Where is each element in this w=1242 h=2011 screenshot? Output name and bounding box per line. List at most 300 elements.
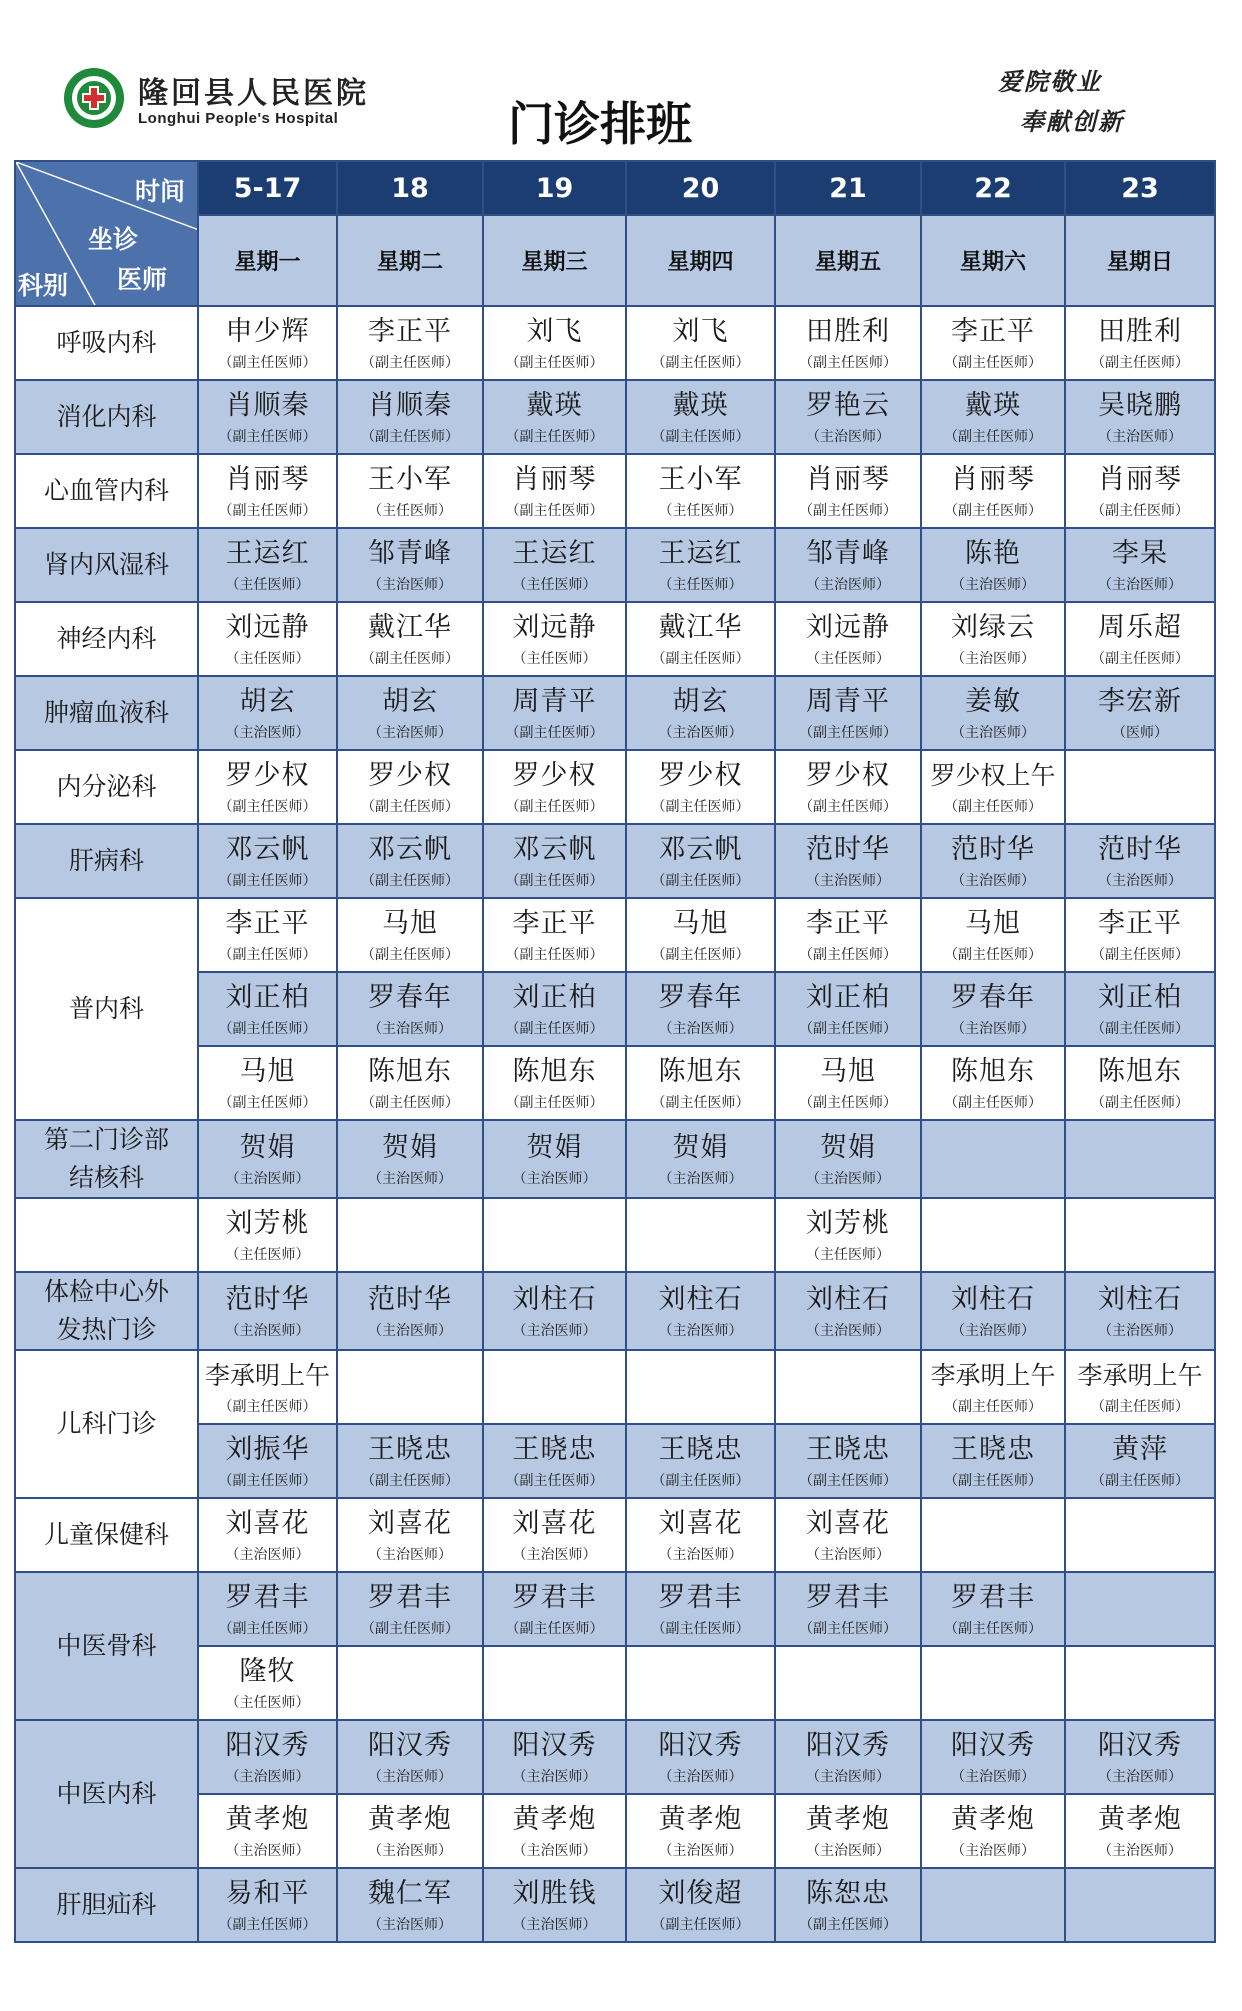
doctor-cell: [337, 972, 483, 1046]
doctor-name: 刘振华: [225, 1434, 310, 1465]
table-row: [15, 1272, 1215, 1350]
doctor-title: （副主任医师）: [651, 873, 750, 889]
doctor-cell: [198, 1794, 337, 1868]
doctor-cell: [198, 1198, 337, 1272]
doctor-cell: [626, 306, 775, 380]
doctor-cell: [483, 1498, 626, 1572]
doctor-cell: [1065, 454, 1215, 528]
doctor-cell: [337, 1350, 483, 1424]
doctor-name: 罗君丰: [806, 1582, 890, 1613]
doctor-cell: [775, 1424, 921, 1498]
doctor-cell: [1065, 380, 1215, 454]
table-row: [15, 1868, 1215, 1942]
doctor-name: 邓云帆: [512, 834, 597, 865]
doctor-name: 戴江华: [658, 612, 743, 643]
doctor-cell: [626, 602, 775, 676]
doctor-cell: [483, 1720, 626, 1794]
doctor-title: （副主任医师）: [651, 1473, 750, 1489]
doctor-title: （主治医师）: [806, 429, 890, 445]
doctor-title: （主治医师）: [658, 1323, 743, 1339]
hospital-name-cn: 隆回县人民医院: [138, 76, 369, 111]
doctor-cell: [775, 528, 921, 602]
doctor-name: 范时华: [368, 1284, 452, 1315]
doctor-cell: [1065, 824, 1215, 898]
doctor-name: 陈旭东: [658, 1056, 743, 1087]
department-cell: [15, 528, 198, 602]
page-header: [0, 0, 1242, 160]
doctor-title: （主治医师）: [512, 1843, 597, 1859]
doctor-title: （主任医师）: [512, 651, 597, 667]
doctor-cell: [921, 1120, 1065, 1198]
doctor-title: （主治医师）: [806, 577, 890, 593]
doctor-cell: [483, 750, 626, 824]
doctor-cell: [337, 1272, 483, 1350]
doctor-cell: [1065, 1046, 1215, 1120]
doctor-name: 李宏新: [1098, 686, 1182, 717]
doctor-title: （副主任医师）: [218, 799, 317, 815]
department-name: 中医骨科: [56, 1631, 157, 1660]
doctor-name: 王运红: [512, 538, 597, 569]
table-row: [15, 1198, 1215, 1272]
doctor-name: 李承明上午: [930, 1361, 1056, 1390]
doctor-title: （副主任医师）: [944, 1095, 1042, 1111]
doctor-cell: [921, 1572, 1065, 1646]
doctor-cell: [775, 380, 921, 454]
doctor-title: （主治医师）: [1098, 1323, 1182, 1339]
doctor-title: （主任医师）: [806, 651, 890, 667]
table-row: [15, 454, 1215, 528]
doctor-name: 邓云帆: [225, 834, 310, 865]
doctor-name: 范时华: [1098, 834, 1182, 865]
doctor-title: （副主任医师）: [651, 1917, 750, 1933]
doctor-title: （副主任医师）: [361, 1095, 459, 1111]
doctor-name: 李承明上午: [204, 1361, 330, 1390]
doctor-title: （副主任医师）: [799, 725, 897, 741]
doctor-title: （副主任医师）: [361, 1621, 459, 1637]
doctor-name: 魏仁军: [368, 1878, 452, 1909]
doctor-cell: [775, 1198, 921, 1272]
doctor-title: （主治医师）: [951, 1021, 1035, 1037]
doctor-title: （副主任医师）: [1091, 947, 1189, 963]
doctor-title: （主任医师）: [658, 577, 743, 593]
doctor-title: （副主任医师）: [799, 1095, 897, 1111]
doctor-name: 陈旭东: [1098, 1056, 1182, 1087]
doctor-cell: [921, 824, 1065, 898]
doctor-name: 李正平: [806, 908, 890, 939]
doctor-cell: [921, 454, 1065, 528]
doctor-cell: [337, 898, 483, 972]
doctor-title: （主治医师）: [806, 1843, 890, 1859]
doctor-cell: [626, 1646, 775, 1720]
department-cell: [15, 1272, 198, 1350]
doctor-cell: [775, 306, 921, 380]
doctor-name: 范时华: [225, 1284, 310, 1315]
doctor-name: 李正平: [368, 316, 452, 347]
doctor-name: 胡玄: [239, 686, 296, 717]
doctor-name: 邓云帆: [368, 834, 452, 865]
doctor-cell: [921, 1794, 1065, 1868]
doctor-title: （副主任医师）: [218, 947, 317, 963]
doctor-name: 肖顺秦: [368, 390, 452, 421]
doctor-title: （副主任医师）: [505, 799, 604, 815]
doctor-cell: [483, 306, 626, 380]
doctor-name: 田胜利: [1098, 316, 1182, 347]
doctor-cell: [198, 750, 337, 824]
doctor-title: （主治医师）: [658, 1547, 743, 1563]
doctor-name: 李正平: [1098, 908, 1182, 939]
doctor-name: 范时华: [951, 834, 1035, 865]
doctor-cell: [775, 1350, 921, 1424]
doctor-title: （副主任医师）: [505, 1473, 604, 1489]
doctor-cell: [626, 1794, 775, 1868]
doctor-cell: [921, 1198, 1065, 1272]
doctor-title: （副主任医师）: [361, 355, 459, 371]
department-name: 心血管内科: [43, 476, 169, 505]
doctor-cell: [198, 676, 337, 750]
doctor-cell: [775, 1646, 921, 1720]
doctor-title: （主治医师）: [658, 1021, 743, 1037]
doctor-title: （副主任医师）: [944, 503, 1042, 519]
doctor-title: （副主任医师）: [505, 1621, 604, 1637]
doctor-name: 刘正柏: [225, 982, 310, 1013]
doctor-title: （主治医师）: [368, 1843, 452, 1859]
doctor-name: 贺娟: [239, 1132, 296, 1163]
doctor-title: （副主任医师）: [218, 503, 317, 519]
doctor-name: 阳汉秀: [225, 1730, 310, 1761]
doctor-name: 刘柱石: [1098, 1284, 1182, 1315]
doctor-cell: [337, 1794, 483, 1868]
doctor-name: 罗少权: [806, 760, 890, 791]
doctor-cell: [626, 972, 775, 1046]
doctor-title: （副主任医师）: [218, 1399, 317, 1415]
doctor-cell: [626, 898, 775, 972]
table-row: [15, 676, 1215, 750]
doctor-name: 王运红: [225, 538, 310, 569]
slogan-line-2: 奉献创新: [1020, 107, 1124, 136]
corner-label-doctor-top: 坐诊: [88, 225, 139, 254]
doctor-name: 陈艳: [965, 538, 1021, 569]
doctor-cell: [775, 1572, 921, 1646]
department-cell: [15, 380, 198, 454]
doctor-cell: [775, 1272, 921, 1350]
doctor-cell: [483, 1646, 626, 1720]
doctor-title: （副主任医师）: [218, 1473, 317, 1489]
doctor-title: （主治医师）: [951, 873, 1035, 889]
doctor-name: 刘柱石: [658, 1284, 743, 1315]
doctor-title: （主治医师）: [368, 1021, 452, 1037]
doctor-title: （副主任医师）: [218, 873, 317, 889]
weekday-header: 星期五: [775, 215, 921, 306]
department-cell: [15, 1572, 198, 1720]
doctor-name: 罗君丰: [512, 1582, 597, 1613]
doctor-cell: [921, 676, 1065, 750]
weekday-header: 星期一: [198, 215, 337, 306]
date-header: 19: [483, 161, 626, 215]
page-title: 门诊排班: [508, 97, 692, 151]
doctor-name: 刘芳桃: [225, 1208, 310, 1239]
doctor-name: 邹青峰: [806, 538, 890, 569]
doctor-cell: [1065, 602, 1215, 676]
doctor-cell: [198, 1424, 337, 1498]
doctor-cell: [198, 1350, 337, 1424]
doctor-title: （副主任医师）: [361, 873, 459, 889]
doctor-title: （主治医师）: [368, 1769, 452, 1785]
doctor-title: （副主任医师）: [944, 947, 1042, 963]
doctor-name: 陈恕忠: [806, 1878, 890, 1909]
doctor-name: 罗少权: [368, 760, 452, 791]
doctor-cell: [483, 1868, 626, 1942]
doctor-cell: [626, 1272, 775, 1350]
doctor-name: 隆牧: [239, 1656, 296, 1687]
doctor-name: 王晓忠: [806, 1434, 890, 1465]
doctor-cell: [626, 824, 775, 898]
doctor-cell: [483, 1046, 626, 1120]
doctor-name: 马旭: [965, 908, 1021, 939]
doctor-cell: [626, 1120, 775, 1198]
doctor-cell: [775, 676, 921, 750]
doctor-name: 刘远静: [225, 612, 310, 643]
doctor-cell: [921, 1646, 1065, 1720]
doctor-cell: [626, 1498, 775, 1572]
doctor-title: （副主任医师）: [218, 355, 317, 371]
doctor-title: （副主任医师）: [1091, 651, 1189, 667]
table-row: [15, 528, 1215, 602]
doctor-name: 肖丽琴: [1098, 464, 1182, 495]
department-cell: [15, 676, 198, 750]
doctor-cell: [775, 898, 921, 972]
doctor-name: 刘正柏: [1098, 982, 1182, 1013]
corner-label-doctor-bottom: 医师: [116, 265, 167, 294]
doctor-cell: [337, 1424, 483, 1498]
doctor-title: （主任医师）: [225, 651, 310, 667]
doctor-title: （主治医师）: [512, 1171, 597, 1187]
doctor-title: （主任医师）: [225, 1247, 310, 1263]
doctor-cell: [921, 1424, 1065, 1498]
doctor-name: 阳汉秀: [1098, 1730, 1182, 1761]
doctor-cell: [626, 1868, 775, 1942]
doctor-cell: [626, 1198, 775, 1272]
doctor-cell: [337, 454, 483, 528]
doctor-cell: [921, 380, 1065, 454]
doctor-name: 阳汉秀: [658, 1730, 743, 1761]
doctor-title: （医师）: [1112, 725, 1168, 741]
doctor-cell: [921, 750, 1065, 824]
doctor-title: （主治医师）: [225, 1323, 310, 1339]
doctor-title: （主治医师）: [1098, 1843, 1182, 1859]
doctor-name: 姜敏: [965, 686, 1021, 717]
doctor-cell: [483, 1272, 626, 1350]
doctor-name: 黄孝炮: [658, 1804, 743, 1835]
department-name: 肿瘤血液科: [43, 698, 169, 727]
corner-label-time: 时间: [134, 177, 185, 206]
doctor-cell: [1065, 676, 1215, 750]
department-name: 神经内科: [56, 624, 157, 653]
doctor-name: 刘芳桃: [806, 1208, 890, 1239]
doctor-cell: [198, 1868, 337, 1942]
doctor-cell: [626, 454, 775, 528]
doctor-name: 戴瑛: [965, 390, 1021, 421]
doctor-title: （主治医师）: [368, 577, 452, 593]
doctor-cell: [1065, 1720, 1215, 1794]
doctor-name: 黄孝炮: [225, 1804, 310, 1835]
doctor-name: 王小军: [658, 464, 743, 495]
doctor-name: 王小军: [368, 464, 452, 495]
date-header-row: [15, 161, 1215, 215]
weekday-header: 星期六: [921, 215, 1065, 306]
doctor-cell: [1065, 1120, 1215, 1198]
doctor-title: （副主任医师）: [218, 1021, 317, 1037]
doctor-title: （主治医师）: [951, 1323, 1035, 1339]
doctor-title: （副主任医师）: [1091, 1473, 1189, 1489]
doctor-cell: [921, 972, 1065, 1046]
doctor-name: 戴瑛: [526, 390, 583, 421]
doctor-title: （主治医师）: [512, 1547, 597, 1563]
doctor-title: （副主任医师）: [505, 873, 604, 889]
table-row: [15, 1350, 1215, 1424]
doctor-title: （主任医师）: [225, 577, 310, 593]
doctor-title: （副主任医师）: [361, 799, 459, 815]
doctor-title: （副主任医师）: [944, 799, 1042, 815]
doctor-name: 周青平: [512, 686, 597, 717]
doctor-name: 刘远静: [806, 612, 890, 643]
doctor-name: 王晓忠: [951, 1434, 1035, 1465]
doctor-cell: [483, 972, 626, 1046]
table-row: [15, 602, 1215, 676]
doctor-cell: [626, 1046, 775, 1120]
doctor-title: （副主任医师）: [651, 1621, 750, 1637]
doctor-title: （主治医师）: [368, 1917, 452, 1933]
doctor-cell: [775, 1794, 921, 1868]
doctor-name: 阳汉秀: [512, 1730, 597, 1761]
schedule-table: [14, 160, 1216, 1943]
doctor-name: 周乐超: [1098, 612, 1182, 643]
doctor-name: 刘飞: [526, 316, 583, 347]
doctor-name: 陈旭东: [512, 1056, 597, 1087]
doctor-name: 王晓忠: [512, 1434, 597, 1465]
doctor-title: （副主任医师）: [944, 429, 1042, 445]
doctor-cell: [198, 380, 337, 454]
doctor-title: （副主任医师）: [361, 947, 459, 963]
doctor-title: （主任医师）: [368, 503, 452, 519]
doctor-cell: [198, 824, 337, 898]
doctor-cell: [921, 1498, 1065, 1572]
doctor-title: （主治医师）: [951, 1843, 1035, 1859]
doctor-title: （主治医师）: [225, 725, 310, 741]
doctor-name: 胡玄: [382, 686, 438, 717]
doctor-cell: [483, 454, 626, 528]
doctor-title: （主治医师）: [368, 1323, 452, 1339]
date-header: 20: [626, 161, 775, 215]
department-cell: [15, 306, 198, 380]
doctor-cell: [337, 1498, 483, 1572]
doctor-cell: [921, 528, 1065, 602]
doctor-name: 马旭: [820, 1056, 876, 1087]
date-header: 23: [1065, 161, 1215, 215]
doctor-cell: [337, 1046, 483, 1120]
doctor-name: 易和平: [225, 1878, 310, 1909]
doctor-name: 罗春年: [951, 982, 1035, 1013]
doctor-name: 罗君丰: [368, 1582, 452, 1613]
doctor-cell: [337, 602, 483, 676]
doctor-title: （副主任医师）: [218, 1621, 317, 1637]
doctor-cell: [198, 454, 337, 528]
doctor-title: （主治医师）: [512, 1323, 597, 1339]
doctor-cell: [1065, 1198, 1215, 1272]
doctor-title: （副主任医师）: [505, 725, 604, 741]
doctor-name: 黄孝炮: [1098, 1804, 1182, 1835]
doctor-cell: [337, 528, 483, 602]
doctor-name: 罗春年: [368, 982, 452, 1013]
doctor-name: 李承明上午: [1077, 1361, 1203, 1390]
doctor-cell: [775, 750, 921, 824]
date-header: 21: [775, 161, 921, 215]
department-cell: [15, 1720, 198, 1868]
doctor-cell: [198, 528, 337, 602]
doctor-cell: [626, 528, 775, 602]
doctor-cell: [483, 528, 626, 602]
doctor-name: 刘喜花: [806, 1508, 890, 1539]
doctor-cell: [1065, 1572, 1215, 1646]
doctor-title: （副主任医师）: [218, 1095, 317, 1111]
table-row: [15, 1572, 1215, 1646]
doctor-title: （副主任医师）: [505, 503, 604, 519]
doctor-name: 刘喜花: [658, 1508, 743, 1539]
table-row: [15, 306, 1215, 380]
doctor-name: 刘柱石: [512, 1284, 597, 1315]
doctor-title: （副主任医师）: [218, 429, 317, 445]
doctor-title: （副主任医师）: [361, 429, 459, 445]
doctor-cell: [626, 676, 775, 750]
doctor-title: （主治医师）: [806, 873, 890, 889]
department-name: 儿童保健科: [43, 1520, 169, 1549]
doctor-cell: [198, 1046, 337, 1120]
table-row: [15, 898, 1215, 972]
doctor-cell: [337, 824, 483, 898]
department-name: 消化内科: [56, 402, 157, 431]
doctor-title: （副主任医师）: [651, 355, 750, 371]
doctor-name: 刘正柏: [806, 982, 890, 1013]
table-corner: [15, 161, 198, 306]
doctor-cell: [483, 380, 626, 454]
doctor-cell: [1065, 750, 1215, 824]
doctor-name: 肖丽琴: [951, 464, 1035, 495]
doctor-cell: [483, 1350, 626, 1424]
doctor-name: 邓云帆: [658, 834, 743, 865]
department-name: 肝病科: [68, 846, 144, 875]
doctor-cell: [921, 1868, 1065, 1942]
table-row: [15, 824, 1215, 898]
doctor-name: 刘俊超: [658, 1878, 743, 1909]
doctor-name: 戴瑛: [672, 390, 729, 421]
doctor-cell: [921, 1350, 1065, 1424]
doctor-cell: [1065, 898, 1215, 972]
slogan-line-1: 爱院敬业: [998, 67, 1102, 96]
department-name: 体检中心外: [43, 1277, 169, 1306]
doctor-cell: [775, 602, 921, 676]
department-name: 中医内科: [56, 1779, 157, 1808]
department-cell: [15, 1120, 198, 1198]
doctor-cell: [775, 1498, 921, 1572]
doctor-title: （副主任医师）: [651, 799, 750, 815]
doctor-cell: [337, 1720, 483, 1794]
doctor-name: 阳汉秀: [951, 1730, 1035, 1761]
doctor-name: 王晓忠: [368, 1434, 452, 1465]
doctor-cell: [198, 972, 337, 1046]
doctor-name: 刘柱石: [951, 1284, 1035, 1315]
doctor-title: （副主任医师）: [361, 1473, 459, 1489]
department-name: 结核科: [68, 1163, 144, 1192]
doctor-name: 李正平: [512, 908, 597, 939]
